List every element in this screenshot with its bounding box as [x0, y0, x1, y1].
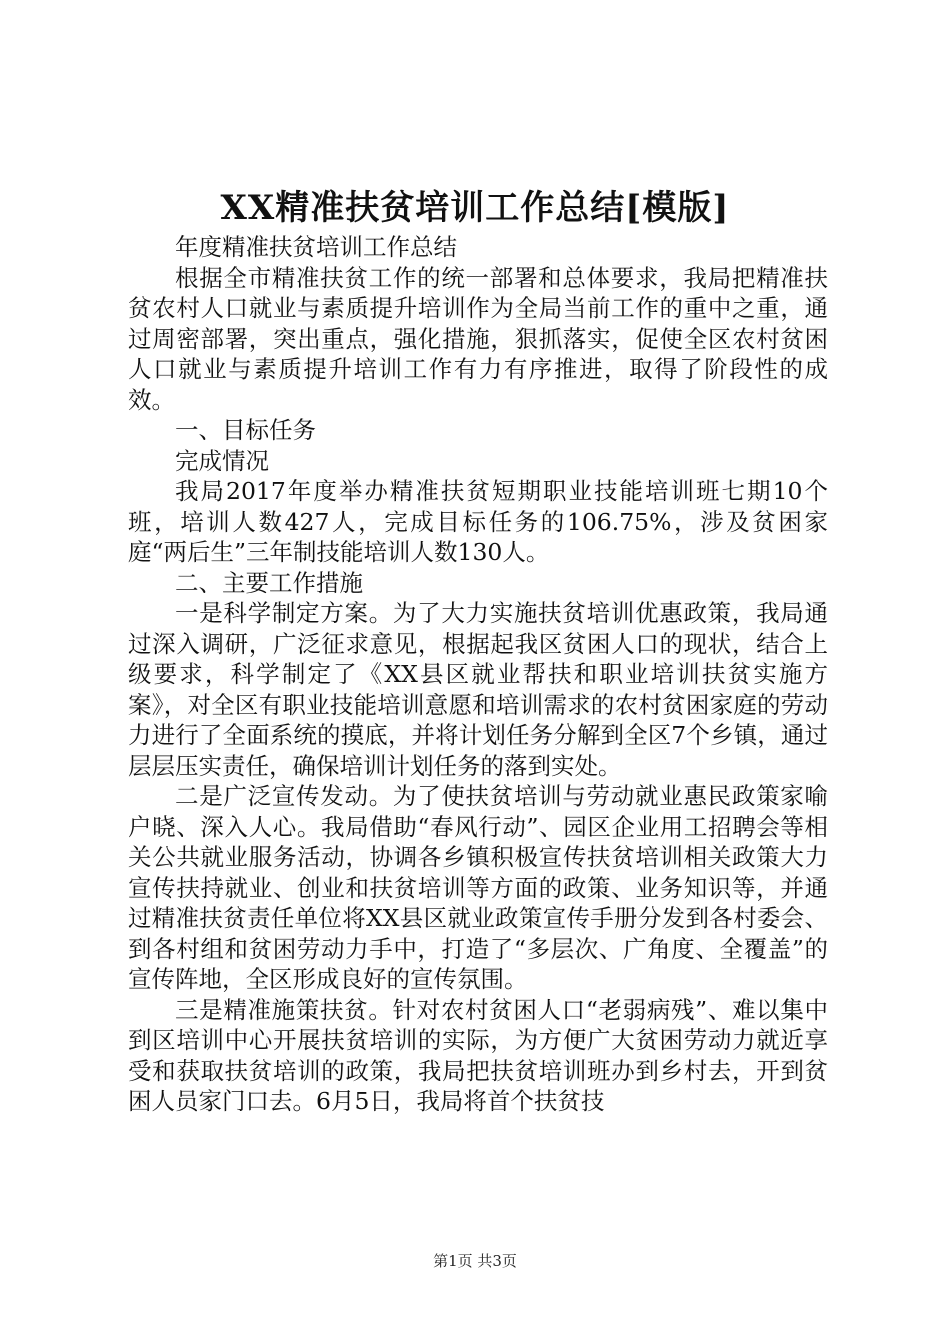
paragraph-measure-2: 二是广泛宣传发动。为了使扶贫培训与劳动就业惠民政策家喻户晓、深入人心。我局借助“春风行动”、园区企业用工招聘会等相关公共就业服务活动，协调各乡镇积极宣传扶贫培训相关政策大力宣传扶持就业、创业和扶贫培训等方面的政策、业务知识等，并通过精准扶贫责任单位将XX县区就业政策宣传手册分发到各村委会、到各村组和贫困劳动力手中，打造了“多层次、广角度、全覆盖”的宣传阵地，全区形成良好的宣传氛围。	[128, 782, 828, 993]
page-footer: 第1页 共3页	[433, 1252, 517, 1270]
document-title: XX精准扶贫培训工作总结[模版]	[220, 188, 730, 228]
paragraph-measure-1: 一是科学制定方案。为了大力实施扶贫培训优惠政策，我局通过深入调研，广泛征求意见，根据起我区贫困人口的现状，结合上级要求，科学制定了《XX县区就业帮扶和职业培训扶贫实施方案》，对全区有职业技能培训意愿和培训需求的农村贫困家庭的劳动力进行了全面系统的摸底，并将计划任务分解到全区7个乡镇，通过层层压实责任，确保培训计划任务的落到实处。	[128, 599, 828, 780]
section-heading-completion: 完成情况	[175, 446, 269, 475]
section-heading-measures: 二、主要工作措施	[175, 568, 363, 597]
paragraph-intro: 根据全市精准扶贫工作的统一部署和总体要求，我局把精准扶贫农村人口就业与素质提升培训作为全局当前工作的重中之重，通过周密部署，突出重点，强化措施，狠抓落实，促使全区农村贫困人口就业与素质提升培训工作有力有序推进，取得了阶段性的成效。	[128, 263, 828, 414]
section-heading-targets: 一、目标任务	[175, 416, 316, 444]
paragraph-measure-3: 三是精准施策扶贫。针对农村贫困人口“老弱病残”、难以集中到区培训中心开展扶贫培训的实际，为方便广大贫困劳动力就近享受和获取扶贫培训的政策，我局把扶贫培训班办到乡村去，开到贫困人员家门口去。6月5日，我局将首个扶贫技	[128, 995, 828, 1115]
document-body	[128, 232, 828, 1117]
paragraph-completion: 我局2017年度举办精准扶贫短期职业技能培训班七期10个班，培训人数427人，完成目标任务的106.75%，涉及贫困家庭“两后生”三年制技能培训人数130人。	[128, 477, 828, 566]
paragraph-subtitle: 年度精准扶贫培训工作总结	[175, 233, 457, 261]
